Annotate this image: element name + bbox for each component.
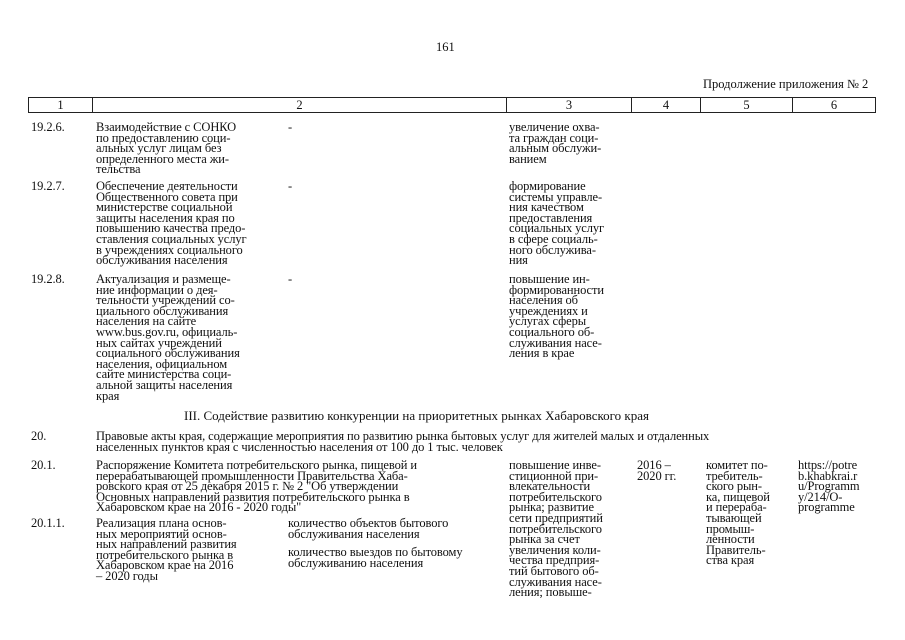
row-indicator: количество выездов по бытовому обслуживанию населения <box>288 545 463 570</box>
row-number: 20. <box>31 429 47 443</box>
row-result: повышение инве- стиционной при- влекательности потребительского рынка; развитие сети предприятий потребительского рынка за счет увеличения коли- чества предприя- тий бытового об- служивания насе- ления; повыше- <box>509 458 603 600</box>
row-indicator: - <box>288 120 293 134</box>
table-header <box>28 97 876 113</box>
row-link[interactable]: https://potre b.khabkrai.r u/Programm y/214/O- programme <box>798 458 860 515</box>
row-title: Реализация плана основ- ных мероприятий основ- ных направлений развития потребительского рынка в Хабаровском крае на 2016 – 2020 годы <box>96 516 237 583</box>
row-number: 19.2.6. <box>31 120 65 134</box>
continuation-note: Продолжение приложения № 2 <box>703 77 869 91</box>
page-number: 161 <box>436 40 455 54</box>
row-text: Распоряжение Комитета потребительского рынка, пищевой и перерабатывающей промышленности Правительства Хаба- ровского края от 25 декабря 2015 г. № 2 "Об утверждении Основных направлений развития потребительского рынка в Хабаровском крае на 2016 - 2020 годы" <box>96 458 417 515</box>
section-title: III. Содействие развитию конкуренции на приоритетных рынках Хабаровского края <box>184 408 649 423</box>
row-title: Актуализация и размеще- ние информации о дея- тельности учреждений со- циального обслуживания населения на сайте www.bus.gov.ru, официаль- ных сайтах учреждений социального обслуживания населения, официальном сайте министерства соци- альной защиты населения края <box>96 272 240 403</box>
row-result: формирование системы управле- ния качеством предоставления социальных услуг в сфере социаль- ного обслужива- ния <box>509 179 605 268</box>
header-col-2: 2 <box>296 98 303 112</box>
row-indicator: количество объектов бытового обслуживания населения <box>288 516 449 541</box>
header-col-4: 4 <box>662 98 670 112</box>
header-col-1: 1 <box>57 98 64 112</box>
header-col-5: 5 <box>743 98 750 112</box>
row-number: 19.2.8. <box>31 272 65 286</box>
row-period: 2016 – 2020 гг. <box>637 458 677 483</box>
row-responsible: комитет по- требитель- ского рын- ка, пищевой и перераба- тывающей промыш- ленности Правитель- ства края <box>706 458 770 568</box>
row-result: повышение ин- формированности населения об учреждениях и услугах сферы социального об- служивания насе- ления в крае <box>509 272 604 361</box>
header-col-3: 3 <box>565 98 573 112</box>
row-result: увеличение охва- та граждан соци- альным обслужи- ванием <box>509 120 602 166</box>
row-number: 19.2.7. <box>31 179 65 193</box>
header-col-6: 6 <box>830 98 838 112</box>
row-title: Обеспечение деятельности Общественного совета при министерстве социальной защиты населения края по повышению качества предо- ставления социальных услуг в учреждениях социального обслуживания населения <box>96 179 247 268</box>
row-text: Правовые акты края, содержащие мероприятия по развитию рынка бытовых услуг для жителей малых и отдаленных населенных пунктов края с численностью населения от 100 до 1 тыс. человек <box>96 429 710 454</box>
row-indicator: - <box>288 179 293 193</box>
row-number: 20.1.1. <box>31 516 65 530</box>
row-indicator: - <box>288 272 293 286</box>
row-title: Взаимодействие с СОНКО по предоставлению соци- альных услуг лицам без определенного места жи- тельства <box>96 120 237 177</box>
row-number: 20.1. <box>31 458 56 472</box>
